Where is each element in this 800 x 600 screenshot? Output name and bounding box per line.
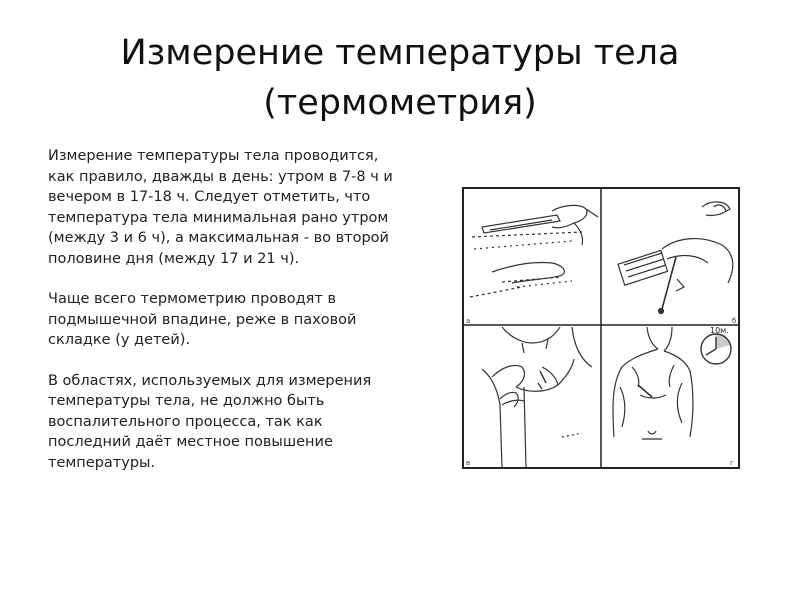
panel-a-label: а [466,317,471,325]
title-line-2: (термометрия) [263,83,537,123]
panel-b-label: б [732,317,737,325]
body-text [48,146,408,493]
clock-label: 10м. [710,326,729,335]
paragraph-measurement-sites: Чаще всего термометрию проводят в подмышечной впадине, реже в паховой складке (у детей). [48,291,357,348]
paragraph-measurement-times: Измерение температуры тела проводится, как правило, дважды в день: утром в 7-8 ч и вечером в 17-18 ч. Следует отметить, что температура тела минимальная рано утром (между 3 и 6 ч), а максимальная - во второй половине дня (между 17 и 21 ч). [48,148,393,267]
paragraph-inflammation-note: В областях, используемых для измерения температуры тела, не должно быть воспалительного процесса, так как последний даёт местное повышение температуры. [48,372,372,471]
clock-icon [701,334,731,364]
slide-title [40,28,760,128]
panel-c-label: в [466,459,471,467]
title-line-1: Измерение температуры тела [120,33,680,73]
panel-d-label: г [730,459,734,467]
thermometry-illustration [462,187,740,469]
